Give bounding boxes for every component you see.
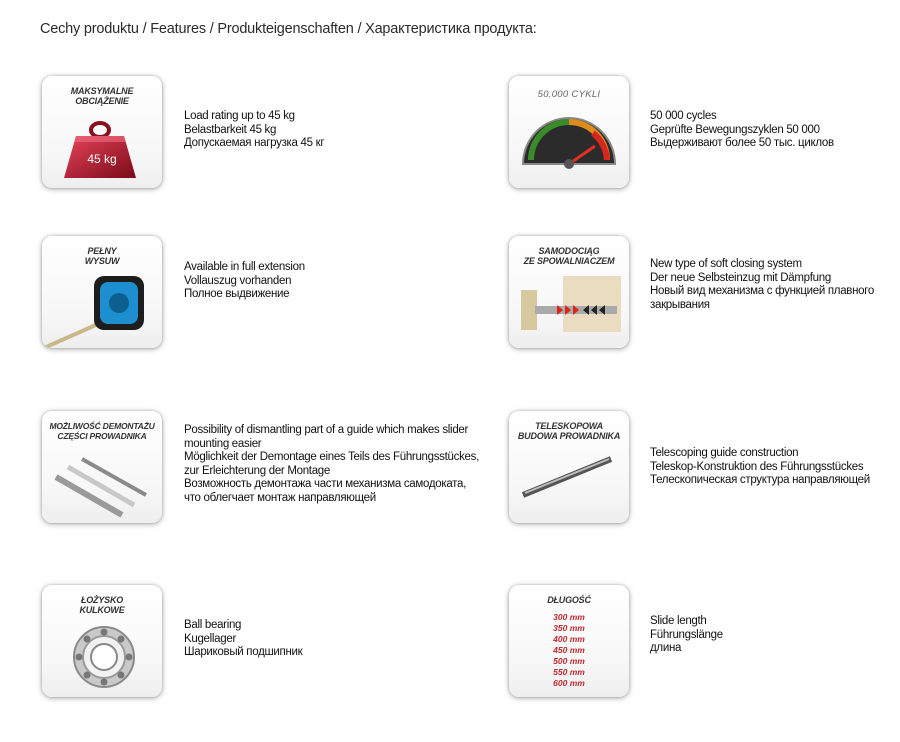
length-item: 550 mm	[553, 667, 585, 677]
tape-measure-icon	[42, 236, 162, 348]
feature-desc-dismantling	[184, 424, 479, 505]
feature-desc-soft-close	[650, 258, 874, 312]
desc-line: 50 000 cycles	[650, 110, 717, 122]
desc-line: Ball bearing	[184, 619, 242, 631]
desc-line: Шариковый подшипник	[184, 646, 303, 658]
length-item: 400 mm	[553, 634, 585, 644]
length-item: 350 mm	[553, 623, 585, 633]
desc-line: Новый вид механизма с функцией плавного	[650, 285, 875, 297]
feature-card-soft-close	[509, 236, 629, 348]
desc-line: Возможность демонтажа части механизма самодоката,	[184, 478, 466, 490]
desc-line: Possibility of dismantling part of a guide which makes slider	[184, 424, 469, 436]
feature-card-cycles	[509, 76, 629, 188]
desc-line: Möglichkeit der Demontage eines Teils des Führungsstückes,	[184, 451, 479, 463]
length-item: 300 mm	[553, 612, 585, 622]
desc-line: Vollauszug vorhanden	[184, 274, 292, 287]
card-title-dismantling: MOŻLIWOŚĆ DEMONTAŻU CZĘŚCI PROWADNIKA	[49, 421, 155, 441]
length-item: 600 mm	[553, 678, 585, 688]
desc-line: длина	[650, 642, 682, 654]
desc-line: Допускаемая нагрузка 45 кг	[184, 137, 325, 149]
desc-line: Выдерживают более 50 тыс. циклов	[650, 137, 834, 149]
desc-line: New type of soft closing system	[650, 258, 802, 270]
gauge-icon	[509, 76, 629, 188]
desc-line: Belastbarkeit 45 kg	[184, 123, 277, 136]
page-heading: Cechy produktu / Features / Produkteigenschaften / Характеристика продукта:	[40, 21, 537, 37]
weight-icon	[42, 76, 162, 188]
feature-card-extension	[42, 236, 162, 348]
desc-line: zur Erleichterung der Montage	[184, 464, 330, 477]
telescopic-rail-icon	[509, 411, 629, 523]
desc-line: Slide length	[650, 615, 707, 627]
desc-line: Телескопическая структура направляющей	[650, 474, 870, 486]
desc-line: закрывания	[650, 298, 710, 311]
soft-close-icon	[509, 236, 629, 348]
desc-line: Kugellager	[184, 632, 236, 645]
feature-desc-load	[184, 110, 324, 151]
desc-line: Полное выдвижение	[184, 288, 290, 300]
bearing-icon	[42, 585, 162, 697]
desc-line: что облегчает монтаж направляющей	[184, 491, 376, 504]
desc-line: Load rating up to 45 kg	[184, 110, 295, 122]
desc-line: Teleskop-Konstruktion des Führungsstückes	[650, 460, 864, 473]
card-title-bearing: ŁOŻYSKO KULKOWE	[79, 595, 125, 615]
card-title-cycles: 50.000 CYKLI	[537, 89, 601, 100]
card-title-length: DŁUGOŚĆ	[547, 595, 591, 605]
desc-line: Führungslänge	[650, 628, 723, 641]
card-title-extension: PEŁNY WYSUW	[84, 246, 120, 266]
weight-label: 45 kg	[87, 152, 117, 166]
length-item: 450 mm	[553, 645, 585, 655]
card-title-telescopic: TELESKOPOWA BUDOWA PROWADNIKA	[517, 421, 621, 441]
length-item: 500 mm	[553, 656, 585, 666]
feature-card-bearing	[42, 585, 162, 697]
feature-card-length	[509, 585, 629, 697]
desc-line: Der neue Selbsteinzug mit Dämpfung	[650, 271, 831, 284]
desc-line: mounting easier	[184, 437, 262, 450]
feature-desc-cycles	[650, 110, 834, 151]
desc-line: Available in full extension	[184, 261, 305, 273]
feature-desc-telescopic	[650, 447, 870, 488]
guide-parts-icon	[42, 411, 162, 523]
feature-card-dismantling	[42, 411, 162, 523]
length-list	[509, 612, 629, 689]
card-title-soft-close: SAMODOCIĄG ZE SPOWALNIACZEM	[523, 246, 615, 266]
feature-desc-extension	[184, 261, 305, 302]
feature-desc-length	[650, 615, 723, 656]
feature-desc-bearing	[184, 619, 302, 660]
card-title-load: MAKSYMALNE OBCIĄŻENIE	[70, 86, 134, 106]
feature-card-telescopic	[509, 411, 629, 523]
feature-card-load	[42, 76, 162, 188]
desc-line: Geprüfte Bewegungszyklen 50 000	[650, 123, 820, 136]
desc-line: Telescoping guide construction	[650, 447, 799, 459]
